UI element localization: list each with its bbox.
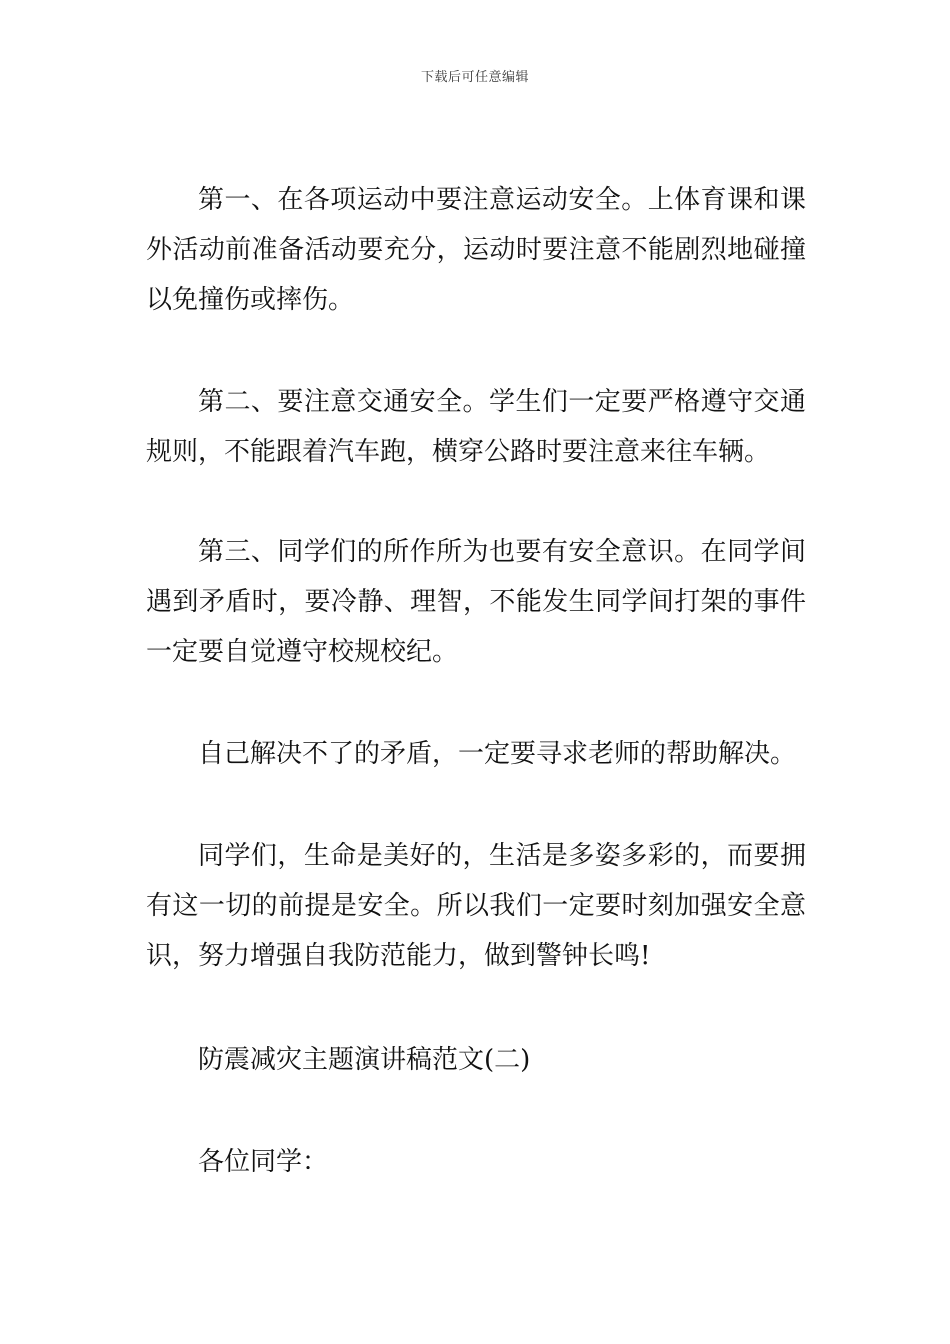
document-body: [146, 175, 806, 1187]
paragraph-seek-help: 自己解决不了的矛盾，一定要寻求老师的帮助解决。: [198, 739, 797, 769]
paragraph-conclusion: 同学们，生命是美好的，生活是多姿多彩的，而要拥有这一切的前提是安全。所以我们一定要时刻加强安全意识，努力增强自我防范能力，做到警钟长鸣!: [146, 841, 806, 971]
paragraph-conduct-safety: 第三、同学们的所作所为也要有安全意识。在同学间遇到矛盾时，要冷静、理智，不能发生同学间打架的事件一定要自觉遵守校规校纪。: [146, 537, 806, 667]
paragraph-sports-safety: 第一、在各项运动中要注意运动安全。上体育课和课外活动前准备活动要充分，运动时要注意不能剧烈地碰撞以免撞伤或摔伤。: [146, 185, 806, 315]
salutation: 各位同学：: [198, 1147, 329, 1177]
section-title: 防震减灾主题演讲稿范文(二): [198, 1045, 531, 1075]
page-header: 下载后可任意编辑: [420, 70, 529, 85]
paragraph-traffic-safety: 第二、要注意交通安全。学生们一定要严格遵守交通规则，不能跟着汽车跑，横穿公路时要注意来往车辆。: [146, 387, 806, 467]
